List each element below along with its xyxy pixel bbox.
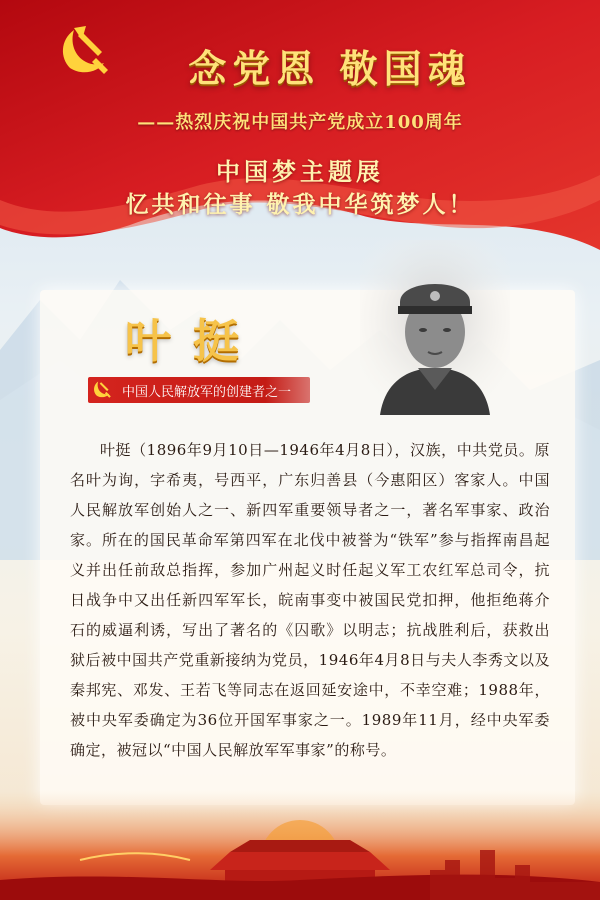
- page-title: 念党恩 敬国魂: [188, 46, 472, 91]
- role-text: 中国人民解放军的创建者之一: [122, 384, 292, 400]
- page-subtitle: ——热烈庆祝中国共产党成立100周年: [137, 112, 463, 133]
- person-name: 叶挺: [125, 314, 261, 368]
- military-portrait: [360, 240, 510, 415]
- party-emblem-icon: [90, 377, 116, 403]
- role-badge: [88, 377, 310, 403]
- theme-line-2: 忆共和往事 敬我中华筑梦人！: [125, 191, 475, 218]
- biography-text: 叶挺（1896年9月10日—1946年4月8日），汉族，中共党员。原名叶为询，字希夷，号西平，广东归善县（今惠阳区）客家人。中国人民解放军创始人之一、新四军重要领导者之一，著名军事家、政治家。所在的国民革命军第四军在北伐中被誉为“铁军”参与指挥南昌起义并出任前敌总指挥，参加广州起义时任起义军工农红军总司令，抗日战争中又出任新四军军长，皖南事变中被国民党扣押，他拒绝蒋介石的威逼利诱，写出了著名的《囚歌》以明志；抗战胜利后，获救出狱后被中国共产党重新接纳为党员，1946年4月8日与夫人李秀文以及秦邦宪、邓发、王若飞等同志在返回延安途中，不幸空难；1988年，被中央军委确定为36位开国军事家之一。1989年11月，经中央军委确定，被冠以“中国人民解放军军事家”的称号。: [70, 441, 550, 759]
- theme-line-1: 中国梦主题展: [216, 157, 384, 186]
- tiananmen-skyline-decoration: [0, 790, 600, 900]
